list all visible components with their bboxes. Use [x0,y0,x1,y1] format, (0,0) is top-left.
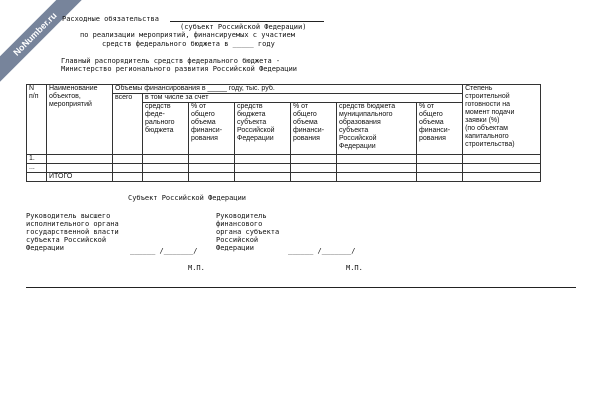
subject-name-underline [170,21,324,22]
col-regional-percent-header: % от общего объема финанси- рования [291,103,337,155]
table-row [27,155,541,164]
col-name-header: Наименование объектов, мероприятий [47,85,113,155]
row-number: 1. [27,155,47,164]
col-regional-header: средств бюджета субъекта Российской Федерации [235,103,291,155]
col-volume-header: Объемы финансирования в _____ году, тыс. руб. [113,85,463,94]
col-including-header: в том числе за счет [143,94,463,103]
stamp-place-right: М.П. [346,264,363,272]
header-subject-caption: (субъект Российской Федерации) [180,23,307,31]
col-readiness-header: Степень строительной готовности на момент подачи заявки (%) (по объектам капитального строительства) [463,85,541,155]
col-federal-percent-header: % от общего объема финанси- рования [189,103,235,155]
stamp-place-left: М.П. [188,264,205,272]
right-signature-fields: ______ /_______/ [288,247,356,255]
col-total-header: всего [113,94,143,155]
subject-title: Субъект Российской Федерации [128,194,247,202]
total-label: ИТОГО [47,173,113,182]
left-signature-fields: ______ /_______/ [130,247,198,255]
left-signatory-title: Руководитель высшего исполнительного органа государственной власти субъекта Российской Федерации [26,212,119,252]
col-municipal-percent-header: % от общего объема финанси- рования [417,103,463,155]
header-line-ministry: Министерство регионального развития Российской Федерации [61,65,298,73]
header-obligations-label: Расходные обязательства [62,15,159,23]
bottom-divider [26,287,576,288]
col-number-header: N п/п [27,85,47,155]
obligations-table [26,84,541,182]
row-number: ... [27,164,47,173]
table-row [27,164,541,173]
watermark-ribbon: NoNumber.ru [0,0,94,93]
table-total-row [27,173,541,182]
right-signatory-title: Руководитель финансового органа субъекта Российской Федерации [216,212,280,252]
col-federal-header: средств феде- рального бюджета [143,103,189,155]
col-municipal-header: средств бюджета муниципального образования субъекта Российской Федерации [337,103,417,155]
header-line-activities: по реализации мероприятий, финансируемых с участием [80,31,295,39]
header-line-chief-manager: Главный распорядитель средств федерального бюджета - [61,57,281,65]
header-line-budget-year: средств федерального бюджета в _____ году [102,40,275,48]
